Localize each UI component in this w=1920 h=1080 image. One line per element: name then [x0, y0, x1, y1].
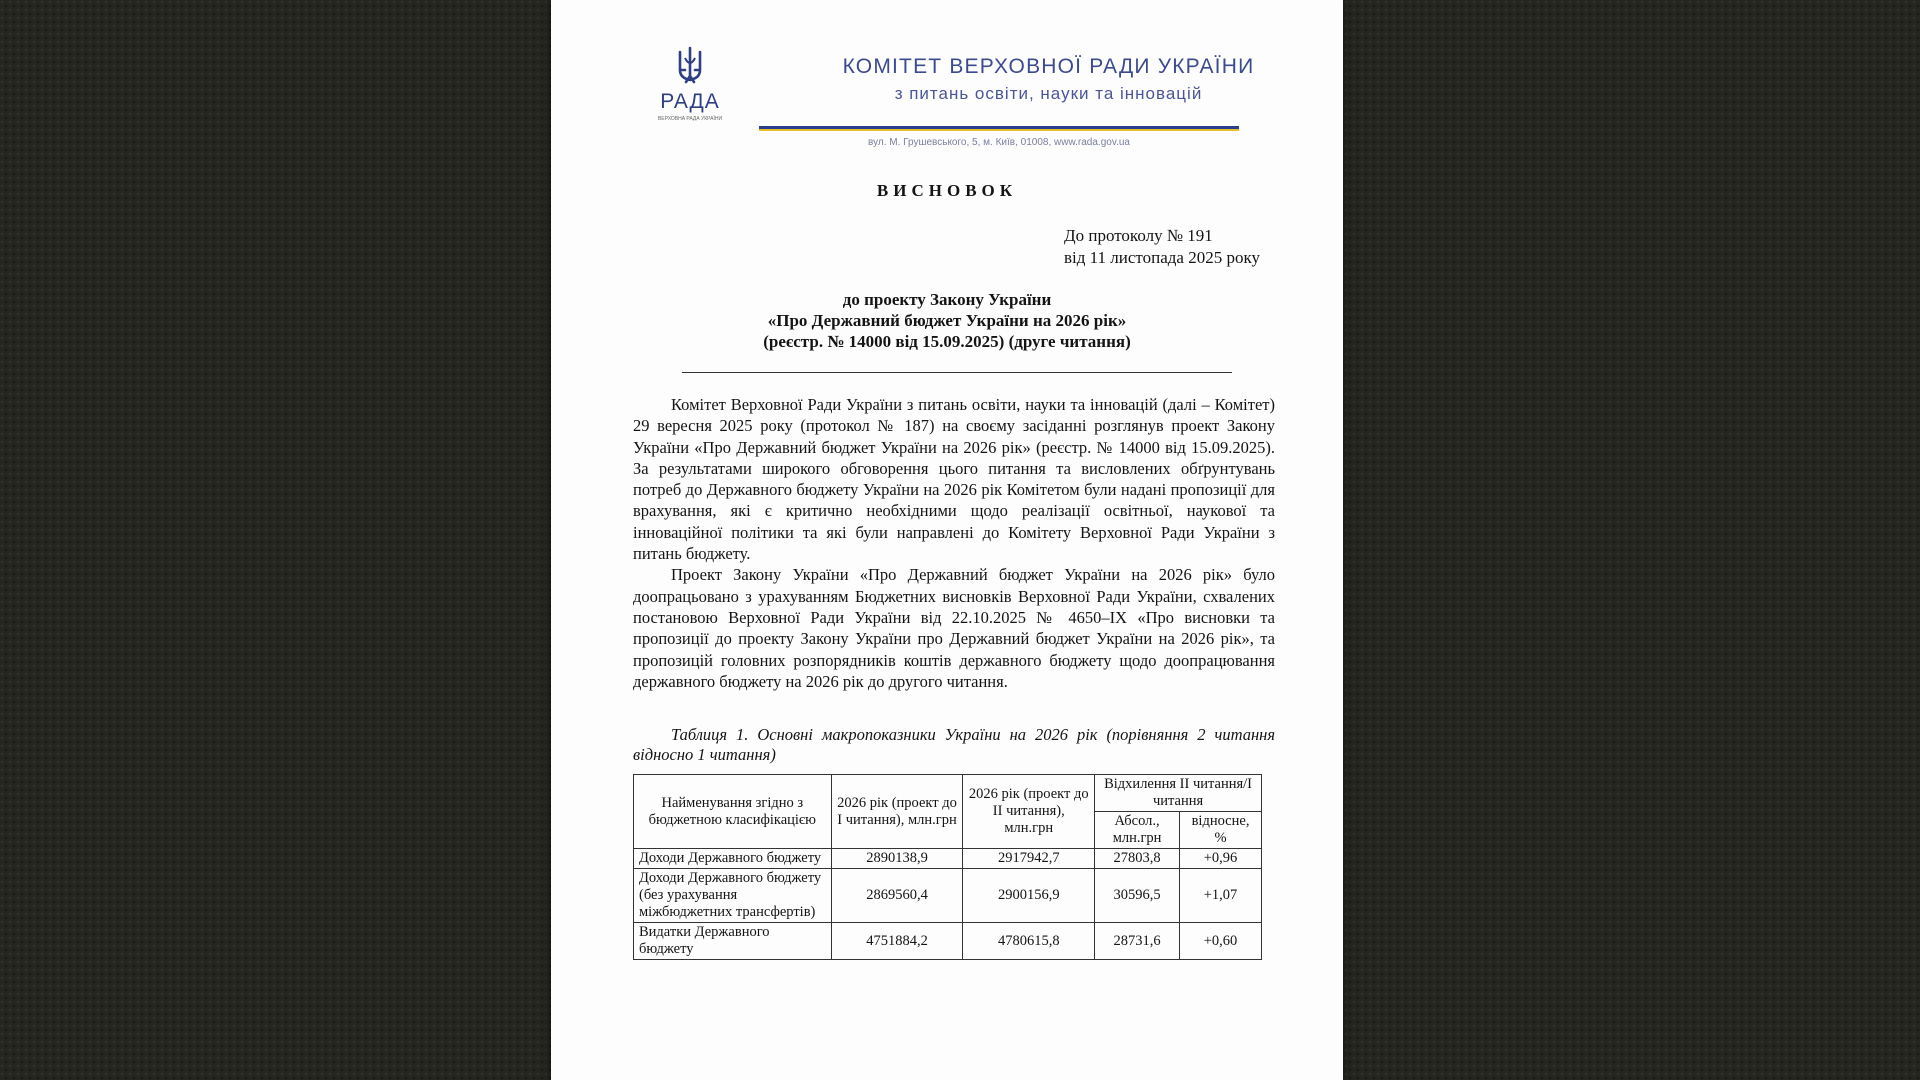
- row-first-reading: 2869560,4: [831, 869, 963, 923]
- header-deviation: Відхилення ІІ читання/І читання: [1095, 775, 1262, 812]
- table-row: [634, 869, 1262, 923]
- organization-subtitle: з питань освіти, науки та інновацій: [894, 84, 1203, 103]
- document-subject: [551, 289, 1343, 352]
- document-title: ВИСНОВОК: [876, 181, 1018, 200]
- subject-line-2: «Про Державний бюджет України на 2026 рік»: [767, 311, 1127, 330]
- protocol-number: До протоколу № 191: [1064, 226, 1213, 245]
- subject-divider: [682, 372, 1232, 373]
- macro-indicators-table: [633, 774, 1262, 960]
- subject-line-1: до проекту Закону України: [842, 290, 1052, 309]
- organization-address: вул. М. Грушевського, 5, м. Київ, 01008, www.rada.gov.ua: [868, 137, 1130, 148]
- table-row: [634, 923, 1262, 960]
- row-relative: +0,96: [1180, 849, 1262, 869]
- document-body: [633, 394, 1275, 692]
- row-absolute: 30596,5: [1095, 869, 1180, 923]
- header-first-reading: 2026 рік (проект до І читання), млн.грн: [831, 775, 963, 849]
- row-second-reading: 2917942,7: [963, 849, 1095, 869]
- trident-icon: [675, 46, 705, 86]
- row-absolute: 28731,6: [1095, 923, 1180, 960]
- row-relative: +0,60: [1180, 923, 1262, 960]
- logo-text: РАДА: [660, 90, 720, 113]
- header-absolute: Абсол., млн.грн: [1095, 812, 1180, 849]
- header-second-reading: 2026 рік (проект до ІІ читання), млн.грн: [963, 775, 1095, 849]
- paragraph-1: Комітет Верховної Ради України з питань освіти, науки та інновацій (далі – Комітет) 29 вересня 2025 року (протокол № 187) на своєму засіданні розглянув проект Закону України «Про Державний бюджет України на 2026 рік» (реєстр. № 14000 від 15.09.2025). За результатами широкого обговорення цього питання та висловлених обґрунтувань потреб до Державного бюджету України на 2026 рік Комітетом були надані пропозиції для врахування, які є критично необхідними щодо реалізації освітньої, наукової та інноваційної політики та які були направлені до Комітету Верховної Ради України з питань бюджету.: [633, 395, 1275, 564]
- organization-name: КОМІТЕТ ВЕРХОВНОЇ РАДИ УКРАЇНИ: [842, 55, 1255, 78]
- row-second-reading: 2900156,9: [963, 869, 1095, 923]
- document-page: [551, 0, 1343, 1080]
- row-first-reading: 4751884,2: [831, 923, 963, 960]
- protocol-date: від 11 листопада 2025 року: [1064, 248, 1260, 267]
- row-relative: +1,07: [1180, 869, 1262, 923]
- header-relative: відносне, %: [1180, 812, 1262, 849]
- table-caption: Таблиця 1. Основні макропоказники України на 2026 рік (порівняння 2 читання відносно 1 читання): [633, 725, 1275, 764]
- row-second-reading: 4780615,8: [963, 923, 1095, 960]
- letterhead-rule-yellow: [759, 129, 1239, 131]
- table-row: [634, 849, 1262, 869]
- row-name: Видатки Державного бюджету: [634, 923, 832, 960]
- paragraph-2: Проект Закону України «Про Державний бюджет України на 2026 рік» було доопрацьовано з урахуванням Бюджетних висновків Верховної Ради України, схвалених постановою Верховної Ради України від 22.10.2025 № 4650–IX «Про висновки та пропозиції до проекту Закону України про Державний бюджет України на 2026 рік», та пропозицій головних розпорядників коштів державного бюджету щодо доопрацювання державного бюджету на 2026 рік до другого читання.: [633, 565, 1275, 691]
- header-name: Найменування згідно з бюджетною класифікацією: [634, 775, 832, 849]
- row-first-reading: 2890138,9: [831, 849, 963, 869]
- logo-subtext: ВЕРХОВНА РАДА УКРАЇНИ: [657, 116, 723, 122]
- rada-logo: [655, 46, 725, 122]
- row-name: Доходи Державного бюджету: [634, 849, 832, 869]
- subject-line-3: (реєстр. № 14000 від 15.09.2025) (друге читання): [763, 332, 1131, 351]
- row-absolute: 27803,8: [1095, 849, 1180, 869]
- protocol-reference: [1064, 225, 1260, 269]
- row-name: Доходи Державного бюджету (без урахування міжбюджетних трансфертів): [634, 869, 832, 923]
